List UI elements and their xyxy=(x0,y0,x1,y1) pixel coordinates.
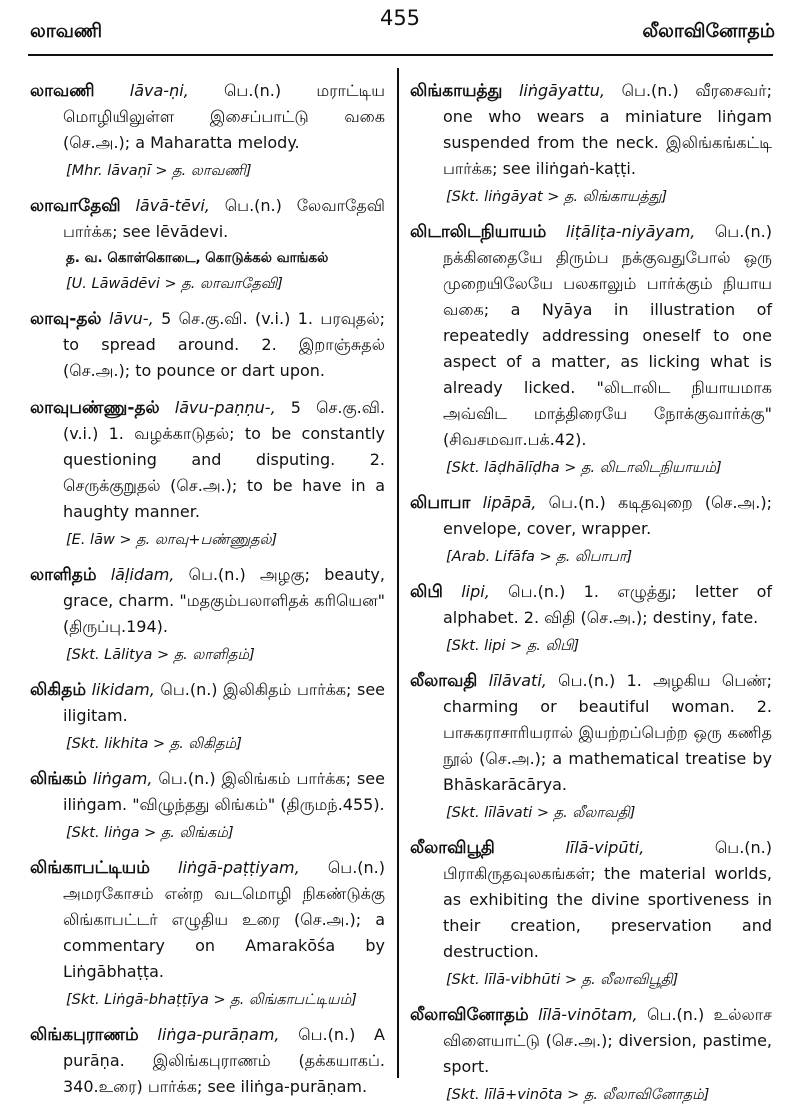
right-guide-word: லீலாவினோதம் xyxy=(642,20,775,42)
entry-transliteration: līlāvati, xyxy=(488,671,547,690)
dictionary-entry xyxy=(30,306,385,384)
entry-transliteration: lipi, xyxy=(461,582,490,601)
entry-headword: லாவு-தல் xyxy=(30,309,102,329)
entry-headword: லிகிதம் xyxy=(30,680,86,700)
dictionary-entry xyxy=(30,855,385,1011)
entry-etymology: [Skt. liṅgāyat > த. லிங்காயத்து] xyxy=(446,189,668,205)
entry-note: த. வ. கொள்கொடை, கொடுக்கல் வாங்கல் xyxy=(66,250,329,266)
entry-headword: லிங்கம் xyxy=(30,769,87,789)
entry-body-text: பெ.(n.) அழகு; beauty, grace, charm. "மதகும்பலாளிதக் கரியென" (திருப்பு.194). xyxy=(63,565,385,636)
entry-transliteration: liṅgā-paṭṭiyam, xyxy=(178,858,300,877)
entry-headword: லீலாவதி xyxy=(410,671,478,691)
entry-headword: லிபி xyxy=(410,582,443,602)
entry-transliteration: liṅgāyattu, xyxy=(518,81,605,100)
entry-transliteration: liṅga-purāṇam, xyxy=(157,1025,280,1044)
dictionary-entry xyxy=(30,193,385,295)
column-divider xyxy=(397,68,399,1078)
entry-definition xyxy=(30,306,385,384)
entry-definition xyxy=(410,219,772,453)
entry-headword: லாவணி xyxy=(30,81,95,101)
entry-headword: லிங்காயத்து xyxy=(410,81,503,101)
entry-etymology: [Arab. Lifāfa > த. லிபாபா] xyxy=(446,549,633,565)
entry-definition xyxy=(410,668,772,798)
entry-transliteration: lāva-ṇi, xyxy=(129,81,189,100)
dictionary-entry xyxy=(410,78,772,208)
entry-transliteration: liṅgam, xyxy=(92,769,153,788)
entry-headword: லிடாலிடநியாயம் xyxy=(410,222,547,242)
entry-transliteration: lāḷidam, xyxy=(110,565,175,584)
entry-transliteration: līlā-vipūti, xyxy=(565,838,645,857)
entry-definition xyxy=(410,579,772,631)
entry-body-text: பெ.(n.) உல்லாச விளையாட்டு (செ.அ.); diversion, pastime, sport. xyxy=(443,1005,772,1076)
entry-etymology: [Skt. Liṅgā-bhaṭṭīya > த. லிங்காபட்டியம்] xyxy=(66,992,357,1008)
entry-transliteration: lipāpā, xyxy=(482,493,537,512)
entry-transliteration: lāvu-, xyxy=(108,309,154,328)
dictionary-entry xyxy=(30,766,385,844)
entry-etymology: [Skt. līlā+vinōta > த. லீலாவினோதம்] xyxy=(446,1087,710,1103)
page-number: 455 xyxy=(379,6,421,30)
entry-definition xyxy=(30,395,385,525)
entry-headword: லிபாபா xyxy=(410,493,471,513)
entry-etymology: [Mhr. lāvaṇī > த. லாவணி] xyxy=(66,163,252,179)
left-guide-word: லாவணி xyxy=(30,20,103,42)
entry-headword: லாவாதேவி xyxy=(30,196,121,216)
entry-body-text: பெ.(n.) A purāṇa. இலிங்கபுராணம் (தக்கயாகப். 340.உரை) பார்க்க; see iliṅga-purāṇam. xyxy=(63,1025,385,1096)
entry-body-text: 5 செ.கு.வி. (v.i.) 1. வழக்காடுதல்; to be constantly questioning and disputing. 2. செருக்குறுதல் (செ.அ.); to be have in a haughty manner. xyxy=(63,398,385,521)
entry-body-text: பெ.(n.) லேவாதேவி பார்க்க; see lēvādevi. xyxy=(63,196,385,241)
entry-definition xyxy=(30,193,385,245)
entry-definition xyxy=(30,562,385,640)
entry-transliteration: likidam, xyxy=(91,680,155,699)
entry-body-text: பெ.(n.) இலிகிதம் பார்க்க; see iligitam. xyxy=(63,680,386,725)
entry-definition xyxy=(30,78,385,156)
header-rule xyxy=(28,54,773,56)
right-column xyxy=(410,78,772,1117)
entry-definition xyxy=(30,1022,385,1100)
entry-etymology: [Skt. likhita > த. லிகிதம்] xyxy=(66,736,242,752)
entry-body-text: பெ.(n.) நக்கினதையே திரும்ப நக்குவதுபோல் ஒரு முறையிலேயே பலகாலும் பார்க்கும் நியாய வகை; a Nyāya in illustration of repeatedly addressing oneself to one aspect of a matter, as licking what is already licked. "லிடாலிட நியாயமாக அவ்விட மாத்திரையே நோக்குவார்க்கு" (சிவசமவா.பக்.42). xyxy=(443,222,772,449)
entry-etymology: [Skt. līlāvati > த. லீலாவதி] xyxy=(446,805,636,821)
dictionary-entry xyxy=(30,78,385,182)
dictionary-entry xyxy=(30,395,385,551)
dictionary-entry xyxy=(30,677,385,755)
entry-etymology: [E. lāw > த. லாவு+பண்ணுதல்] xyxy=(66,532,278,548)
dictionary-entry xyxy=(410,579,772,657)
entry-body-text: பெ.(n.) வீரசைவர்; one who wears a miniature liṅgam suspended from the neck. இலிங்கங்கட்டி பார்க்க; see iliṅgaṅ-kaṭṭi. xyxy=(443,81,772,178)
page-header xyxy=(0,0,800,62)
entry-transliteration: liṭāliṭa-niyāyam, xyxy=(565,222,696,241)
dictionary-entry xyxy=(410,219,772,479)
dictionary-entry xyxy=(30,562,385,666)
dictionary-entry xyxy=(410,668,772,824)
left-column xyxy=(30,78,385,1111)
entry-headword: லாவுபண்ணு-தல் xyxy=(30,398,160,418)
entry-transliteration: lāvā-tēvi, xyxy=(135,196,210,215)
entry-transliteration: lāvu-paṇṇu-, xyxy=(174,398,276,417)
entry-definition xyxy=(30,677,385,729)
entry-body-text: 5 செ.கு.வி. (v.i.) 1. பரவுதல்; to spread around. 2. இறாஞ்சுதல் (செ.அ.); to pounce or dart upon. xyxy=(63,309,385,380)
entry-definition xyxy=(30,855,385,985)
entry-body-text: பெ.(n.) அமரகோசம் என்ற வடமொழி நிகண்டுக்கு லிங்காபட்டர் எழுதிய உரை (செ.அ.); a commentary on Amarakōśa by Liṅgābhaṭṭa. xyxy=(63,858,385,981)
entry-body-text: பெ.(n.) பிராகிருதவுலகங்கள்; the material worlds, as exhibiting the divine sportiveness in their creation, preservation and destruction. xyxy=(443,838,772,961)
entry-definition xyxy=(410,835,772,965)
entry-body-text: பெ.(n.) மராட்டிய மொழியிலுள்ள இசைப்பாட்டு வகை (செ.அ.); a Maharatta melody. xyxy=(63,81,386,152)
entry-etymology: [Skt. Lālitya > த. லாளிதம்] xyxy=(66,647,255,663)
entry-definition xyxy=(410,1002,772,1080)
entry-body-text: பெ.(n.) கடிதவுறை (செ.அ.); envelope, cover, wrapper. xyxy=(443,493,772,538)
entry-etymology: [Skt. liṅga > த. லிங்கம்] xyxy=(66,825,234,841)
entry-definition xyxy=(30,766,385,818)
entry-etymology: [Skt. lipi > த. லிபி] xyxy=(446,638,580,654)
entry-etymology: [Skt. lāḍhālīḍha > த. லிடாலிடநியாயம்] xyxy=(446,460,722,476)
dictionary-entry xyxy=(410,490,772,568)
dictionary-entry xyxy=(30,1022,385,1100)
entry-etymology: [U. Lāwādēvi > த. லாவாதேவி] xyxy=(66,276,283,292)
entry-body-text: பெ.(n.) 1. அழகிய பெண்; charming or beautiful woman. 2. பாசுகராசாரியரால் இயற்றப்பெற்ற ஒரு கணித நூல் (செ.அ.); a mathematical treatise by Bhāskarācārya. xyxy=(443,671,773,794)
dictionary-entry xyxy=(410,1002,772,1106)
entry-etymology: [Skt. līlā-vibhūti > த. லீலாவிபூதி] xyxy=(446,972,679,988)
entry-headword: லீலாவிபூதி xyxy=(410,838,495,858)
entry-transliteration: līlā-vinōtam, xyxy=(538,1005,638,1024)
entry-definition xyxy=(410,78,772,182)
entry-headword: லிங்கபுராணம் xyxy=(30,1025,139,1045)
dictionary-entry xyxy=(410,835,772,991)
entry-body-text: பெ.(n.) 1. எழுத்து; letter of alphabet. 2. விதி (செ.அ.); destiny, fate. xyxy=(443,582,772,627)
entry-headword: லீலாவினோதம் xyxy=(410,1005,529,1025)
entry-definition xyxy=(410,490,772,542)
entry-headword: லிங்காபட்டியம் xyxy=(30,858,150,878)
entry-body-text: பெ.(n.) இலிங்கம் பார்க்க; see iliṅgam. "விழுந்தது லிங்கம்" (திருமந்.455). xyxy=(63,769,385,814)
entry-headword: லாளிதம் xyxy=(30,565,97,585)
